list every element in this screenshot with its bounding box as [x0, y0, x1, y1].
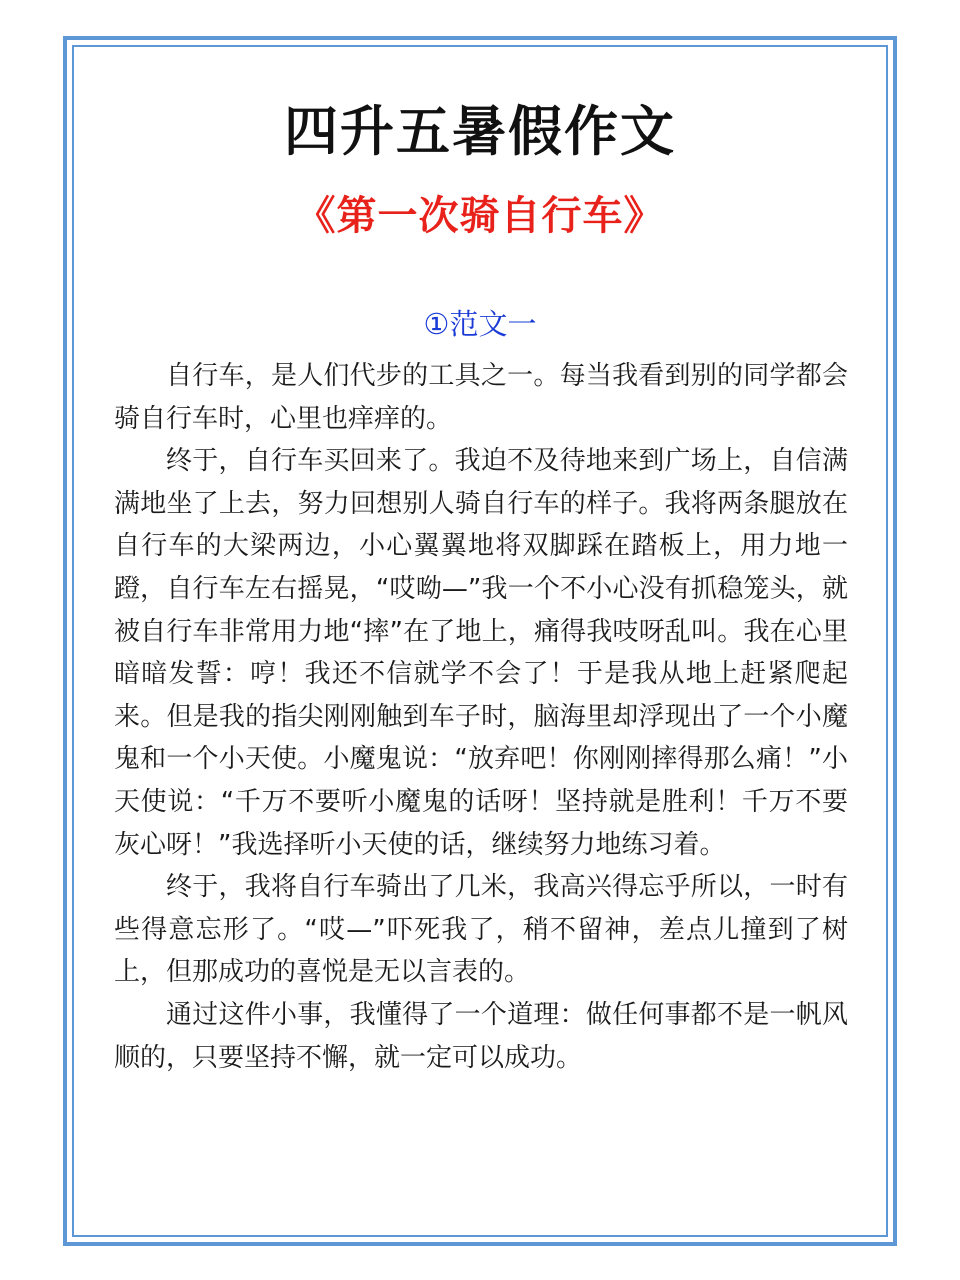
essay-paragraph: 自行车，是人们代步的工具之一。每当我看到别的同学都会骑自行车时，心里也痒痒的。 — [114, 361, 848, 434]
essay-body — [114, 355, 848, 1079]
page-title: 四升五暑假作文 — [284, 100, 676, 163]
section-label: ①范文一 — [423, 307, 537, 341]
essay-subtitle: 《第一次骑自行车》 — [295, 193, 665, 239]
essay-paragraph: 通过这件小事，我懂得了一个道理：做任何事都不是一帆风顺的，只要坚持不懈，就一定可以成功。 — [114, 999, 848, 1073]
essay-paragraph: 终于，我将自行车骑出了几米，我高兴得忘乎所以，一时有些得意忘形了。“哎—”吓死我了，稍不留神，差点儿撞到了树上，但那成功的喜悦是无以言表的。 — [114, 872, 848, 988]
essay-paragraph: 终于，自行车买回来了。我迫不及待地来到广场上，自信满满地坐了上去，努力回想别人骑自行车的样子。我将两条腿放在自行车的大梁两边，小心翼翼地将双脚踩在踏板上，用力地一蹬，自行车左右摇晃，“哎呦—”我一个不小心没有抓稳笼头，就被自行车非常用力地“摔”在了地上，痛得我吱呀乱叫。我在心里暗暗发誓：哼！我还不信就学不会了！于是我从地上赶紧爬起来。但是我的指尖刚刚触到车子时，脑海里却浮现出了一个小魔鬼和一个小天使。小魔鬼说：“放弃吧！你刚刚摔得那么痛！”小天使说：“千万不要听小魔鬼的话呀！坚持就是胜利！千万不要灰心呀！”我选择听小天使的话，继续努力地练习着。 — [114, 446, 848, 860]
